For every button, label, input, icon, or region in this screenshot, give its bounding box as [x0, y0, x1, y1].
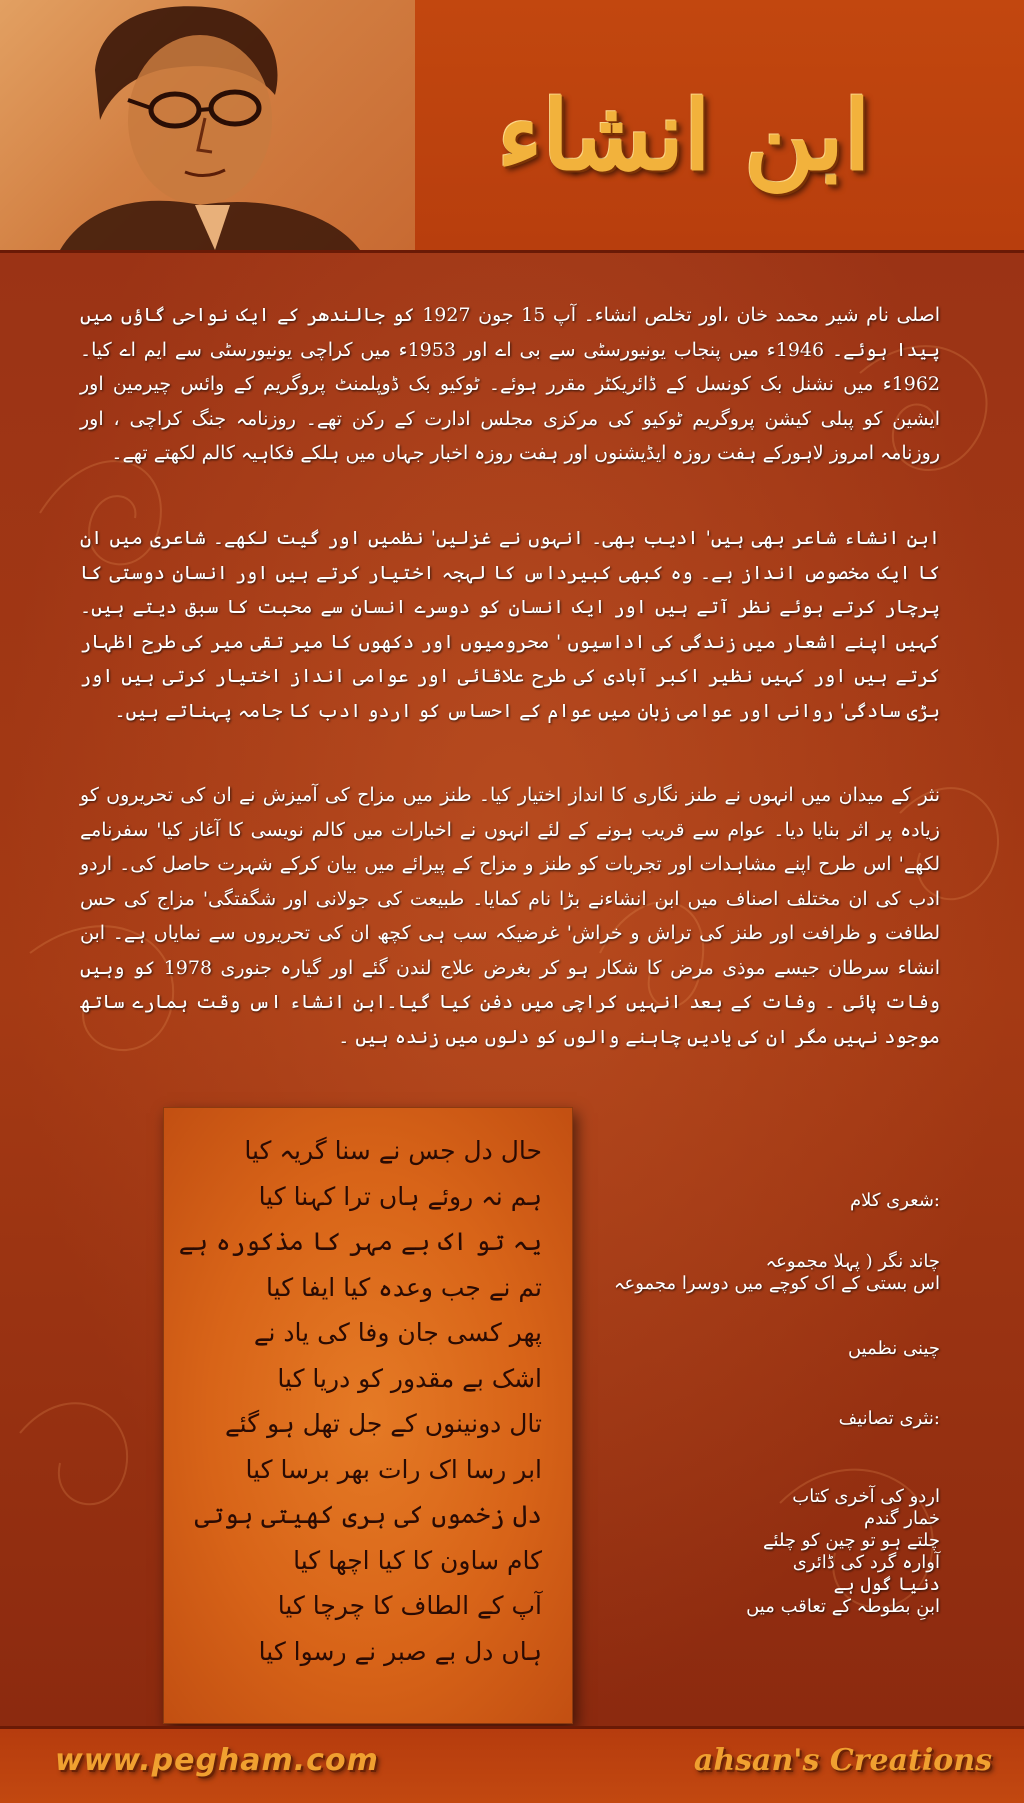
poetry-extra — [580, 1338, 940, 1360]
poem-line: ہم نہ روئے ہاں ترا کہنا کیا — [258, 1181, 542, 1211]
works-item: چینی نظمیں — [847, 1338, 940, 1359]
poem-line: آپ کے الطاف کا چرچا کیا — [277, 1591, 542, 1620]
poem-card — [163, 1107, 573, 1724]
works-item: اردو کی آخری کتاب — [792, 1486, 940, 1507]
poem-line: تال دونینوں کے جل تھل ہو گئے — [225, 1409, 542, 1438]
poem-line: تم نے جب وعدہ کیا ایفا کیا — [266, 1272, 542, 1302]
main-content — [0, 253, 1024, 1726]
works-item: چاند نگر ( پہلا مجموعہ — [765, 1251, 940, 1272]
poem-line: ابر رسا اک رات بھر برسا کیا — [245, 1454, 542, 1484]
poem-line: پھر کسی جان وفا کی یاد نے — [253, 1318, 542, 1347]
website-link[interactable]: www.pegham.com — [55, 1743, 379, 1778]
page-title: ابن انشاء — [497, 78, 871, 192]
poem-line: اشک بے مقدور کو دریا کیا — [277, 1363, 542, 1393]
prose-list — [580, 1486, 940, 1618]
poetry-works — [580, 1190, 940, 1212]
title-logo — [494, 55, 874, 215]
portrait-image — [0, 0, 415, 250]
prose-works — [580, 1408, 940, 1430]
credit-text: ahsan's Creations — [693, 1743, 992, 1778]
works-item: دنیا گول ہے — [833, 1574, 940, 1595]
footer-bar — [0, 1726, 1024, 1803]
works-item: آوارہ گرد کی ڈائری — [792, 1552, 940, 1573]
poetry-collections — [580, 1251, 940, 1295]
poem-line: دل زخموں کی ہری کھیتی ہوتی — [194, 1500, 542, 1529]
header-banner — [0, 0, 1024, 253]
bio-paragraph-1: اصلی نام شیر محمد خان ،اور تخلص انشاء۔ آپ 15 جون 1927 کو جالندھر کے ایک نواحی گاؤں میں پیدا ہوئے۔ 1946ء میں پنجاب یونیورسٹی سے بی اے اور 1953ء میں کراچی یونیورسٹی سے ایم اے کیا۔ 1962ء میں نشنل بک کونسل کے ڈائریکٹر مقرر ہوئے۔ ٹوکیو بک ڈوپلمنٹ پروگریم کے وائس چیرمین اور ایشین کو پبلی کیشن پروگریم ٹوکیو کی مرکزی مجلس ادارت کے رکن تھے۔ روزنامہ جنگ کراچی ، اور روزنامہ امروز لاہورکے ہفت روزہ ایڈیشنوں اور ہفت روزہ اخبار جہاں میں ہلکے فکاہیہ کالم لکھتے تھے۔ — [80, 304, 941, 464]
poem-line: یہ تو اک بے مہر کا مذکورہ ہے — [178, 1227, 542, 1256]
poem-lines — [178, 1128, 542, 1674]
works-item: ابنِ بطوطہ کے تعاقب میں — [746, 1596, 940, 1617]
portrait-illustration — [0, 0, 415, 250]
poem-line: حال دل جس نے سنا گریہ کیا — [244, 1136, 542, 1165]
works-item: اس بستی کے اک کوچے میں دوسرا مجموعہ — [613, 1273, 940, 1294]
prose-heading: :نثری تصانیف — [838, 1408, 940, 1429]
poetry-heading: :شعری کلام — [849, 1190, 940, 1211]
bio-paragraph-3: نثر کے میدان میں انہوں نے طنز نگاری کا انداز اختیار کیا۔ طنز میں مزاح کی آمیزش نے ان کی تحریروں کو زیادہ پر اثر بنایا دیا۔ عوام سے قریب ہونے کے لئے انہوں نے اخبارات میں کالم نویسی کا آغاز کیا' سفرنامے لکھے' اس طرح اپنے مشاہدات اور تجربات کو طنز و مزاح کے پیرائے میں بیان کرکے شہرت حاصل کی۔ اردو ادب کی ان مختلف اصناف میں ابن انشاءنے بڑا نام کمایا۔ طبیعت کی جولانی اور شگفتگی' مزاج کی حس لطافت و ظرافت اور طنز کی تراش و خراش' غرضیکہ سب ہی کچھ ان کی تحریروں سے نمایاں ہے۔ ابن انشاء سرطان جیسے موذی مرض کا شکار ہو کر بغرض علاج لندن گئے اور گیارہ جنوری 1978 کو وہیں وفات پائی ۔ وفات کے بعد انہیں کراچی میں دفن کیا گیا۔ابن انشاء اس وقت ہمارے ساتھ موجود نہیں مگر ان کی یادیں چاہنے والوں کو دلوں میں زندہ ہیں ۔ — [80, 784, 940, 1048]
poem-line: ہاں دل بے صبر نے رسوا کیا — [258, 1636, 542, 1666]
poem-line: کام ساون کا کیا اچھا کیا — [293, 1545, 542, 1575]
works-item: خمار گندم — [863, 1508, 940, 1529]
bio-paragraph-2: ابنِ انشاء شاعر بھی ہیں' ادیب بھی۔ انہوں نے غزلیں' نظمیں اور گیت لکھے۔ شاعری میں ان کا ایک مخصوص انداز ہے۔ وہ کبھی کبیرداس کا لہجہ اختیار کرتے ہیں اور انسان دوستی کا پرچار کرتے ہوئے نظر آتے ہیں اور ایک انسان کو دوسرے انسان سے محبت کا سبق دیتے ہیں۔ کہیں اپنے اشعار میں زندگی کی اداسیوں ' محرومیوں اور دکھوں کا میر تقی میر کی طرح اظہار کرتے ہیں اور کہیں نظیر اکبر آبادی کی طرح علاقائی اور عوامی انداز اختیار کرتی ہیں اور بڑی سادگی' روانی اور عوامی زبان میں عوام کے احساس کو اردو ادب کا جامہ پہناتے ہیں۔ — [80, 527, 940, 722]
works-item: چلتے ہو تو چین کو چلئے — [762, 1530, 940, 1551]
